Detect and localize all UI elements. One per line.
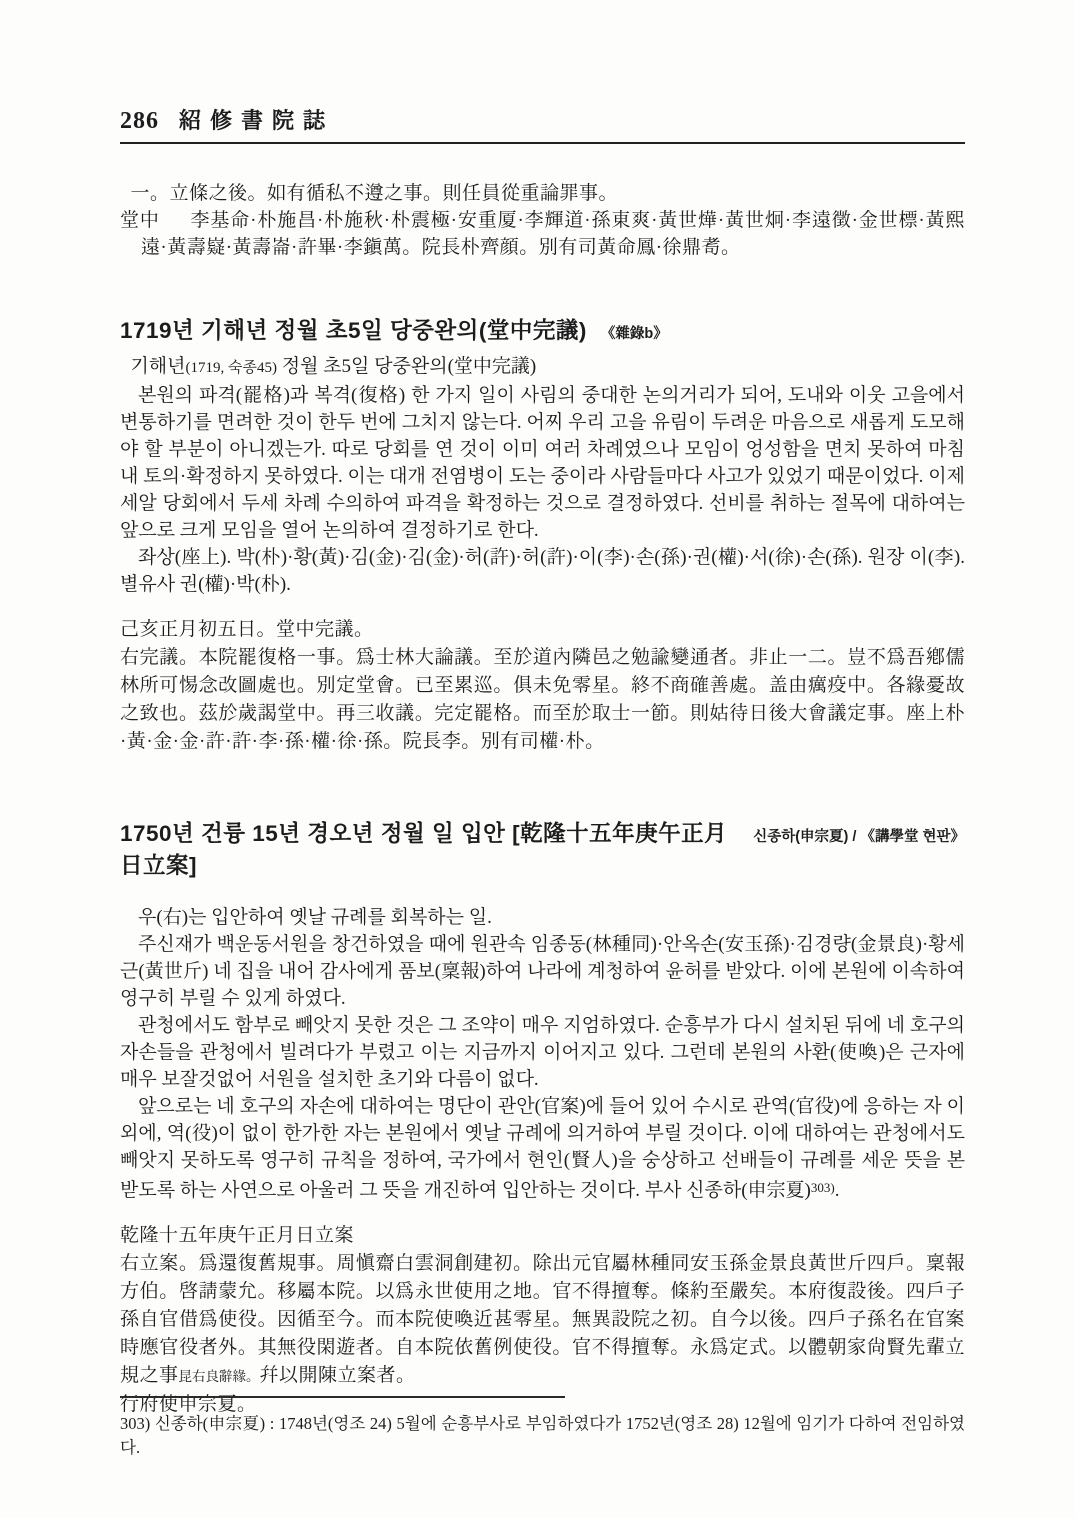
section-1719-subheading: [120, 353, 965, 382]
section-1750-paragraph: 우(右)는 입안하여 옛날 규례를 회복하는 일.: [138, 907, 492, 928]
last-paragraph-period: .: [834, 1180, 840, 1201]
section-1719-attendees: 좌상(座上). 박(朴)·황(黃)·김(金)·김(金)·허(許)·허(許)·이(李)·손(孫)·권(權)·서(徐)·손(孫). 원장 이(李). 별유사 권(權)·박(朴).: [120, 547, 965, 595]
subheading-lead: 기해년: [130, 356, 186, 377]
section-1750-heading: [120, 816, 965, 880]
section-1719: [120, 313, 965, 756]
council-label: 堂中: [120, 210, 160, 231]
section-1750-paragraph: 주신재가 백운동서원을 창건하였을 때에 원관속 임종동(林種同)·안옥손(安玉孫)·김경량(金景良)·황세근(黃世斤) 네 집을 내어 감사에게 품보(稟報)하여 나라에 계청하여 윤허를 받았다. 이에 본원에 이속하여 영구히 부릴 수 있게 하였다.: [120, 934, 965, 1009]
section-1719-source-ref: 《雜錄b》: [600, 326, 668, 342]
subheading-date: (1719, 숙종45): [185, 360, 277, 376]
section-1719-paragraph: 본원의 파격(罷格)과 복격(復格) 한 가지 일이 사림의 중대한 논의거리가 되어, 도내와 이웃 고을에서 변통하기를 면려한 것이 한두 번에 그치지 않는다. 어찌 우리 고을 유림이 두려운 마음으로 새롭게 도모해야 할 부분이 아니겠는가. 따로 당회를 연 것이 이미 여러 차례였으나 모임이 엉성함을 면치 못하여 마침내 토의·확정하지 못하였다. 이는 대개 전염병이 도는 중이라 사람들마다 사고가 있었기 때문이었다. 이제 세알 당회에서 두세 차례 수의하여 파격을 확정하는 것으로 결정하였다. 선비를 취하는 절목에 대하여는 앞으로 크게 모임을 열어 논의하여 결정하기로 한다.: [120, 385, 965, 541]
footnote-area: [120, 1396, 965, 1460]
council-members-line: [120, 207, 965, 261]
page-header: [120, 104, 965, 144]
hanja-body: [120, 1250, 965, 1391]
hanja-body-main: 右立案。爲還復舊規事。周愼齋白雲洞創建初。除出元官屬林種同安玉孫金景良黃世斤四戶。稟報方伯。啓請蒙允。移屬本院。以爲永世使用之地。官不得擅奪。條約至嚴矣。本府復設後。四戶子孫自官借爲使役。因循至今。而本院使喚近甚零星。無異設院之初。自今以後。四戶子孫名在官案時應官役者外。其無役閑遊者。自本院依舊例使役。官不得擅奪。永爲定式。以體朝家尙賢先輩立規之事: [120, 1253, 965, 1386]
page-number: 286: [120, 108, 159, 134]
section-1750-source-ref: 신종하(申宗夏) / 《講學堂 현판》: [753, 829, 965, 845]
footnote-divider: [120, 1396, 565, 1398]
footnote-reference-marker: 303): [810, 1180, 835, 1195]
hanja-title-line: 乾隆十五年庚午正月日立案: [120, 1225, 355, 1246]
intro-block: [120, 180, 965, 261]
section-1719-title: 1719년 기해년 정월 초5일 당중완의(堂中完議): [120, 318, 587, 343]
subheading-rest: 정월 초5일 당중완의(堂中完議): [276, 356, 537, 377]
last-paragraph-text: 앞으로는 네 호구의 자손에 대하여는 명단이 관안(官案)에 들어 있어 수시로 관역(官役)에 응하는 자 이외에, 역(役)이 없이 한가한 자는 본원에서 옛날 규례에 의거하여 부릴 것이다. 이에 대하여는 관청에서도 빼앗지 못하도록 영구히 규칙을 정하여, 국가에서 현인(賢人)을 숭상하고 선배들이 규례를 세운 뜻을 본받도록 하는 사연으로 아울러 그 뜻을 개진하여 입안하는 것이다. 부사 신종하(申宗夏): [120, 1096, 965, 1201]
book-title: 紹修書院誌: [179, 108, 335, 133]
footnote-text: 303) 신종하(申宗夏) : 1748년(영조 24) 5월에 순흥부사로 부임하였다가 1752년(영조 28) 12월에 임기가 다하여 전임하였다.: [120, 1414, 965, 1457]
section-1750-title: 1750년 건륭 15년 경오년 정월 일 입안 [乾隆十五年庚午正月日立案]: [120, 821, 728, 878]
section-1719-hanja-block: [120, 616, 965, 756]
section-1750-hanja-block: [120, 1222, 965, 1419]
hanja-idu-small-text: 昆右良辭緣。: [178, 1369, 260, 1384]
hanja-signature-line: 行府使申宗夏。: [120, 1394, 257, 1415]
page-content: [120, 104, 965, 1419]
hanja-date-line: 己亥正月初五日。堂中完議。: [120, 619, 374, 640]
section-1719-heading: [120, 313, 965, 345]
hanja-body: 右完議。本院罷復格一事。爲士林大論議。至於道內隣邑之勉諭變通者。非止一二。豈不爲吾鄕儒林所可惕念改圖處也。別定堂會。已至累巡。俱未免零星。終不商確善處。盖由癘疫中。各緣憂故之致也。茲於歲謁堂中。再三收議。完定罷格。而至於取士一節。則姑待日後大會議定事。座上朴·黃·金·金·許·許·李·孫·權·徐·孫。院長李。別有司權·朴。: [120, 647, 965, 752]
section-1750-paragraph: 관청에서도 함부로 빼앗지 못한 것은 그 조약이 매우 지엄하였다. 순흥부가 다시 설치된 뒤에 네 호구의 자손들을 관청에서 빌려다가 부렸고 이는 지금까지 이어지고 있다. 그런데 본원의 사환(使喚)은 근자에 매우 보잘것없어 서원을 설치한 초기와 다름이 없다.: [120, 1015, 965, 1090]
hanja-body-end: 幷以開陳立案者。: [259, 1365, 416, 1386]
section-1750-last-paragraph: [120, 1093, 965, 1204]
rule-clause-line: 一。立條之後。如有循私不遵之事。則任員從重論罪事。: [130, 183, 618, 204]
section-1750: [120, 816, 965, 1419]
council-members: 李基命·朴施昌·朴施秋·朴震極·安重厦·李輝道·孫東爽·黃世燁·黃世炯·李遠徵·金世標·黃熙遠·黃壽嶷·黃壽崙·許畢·李鎭萬。院長朴齊顔。別有司黃命鳳·徐鼎耉。: [140, 210, 965, 258]
